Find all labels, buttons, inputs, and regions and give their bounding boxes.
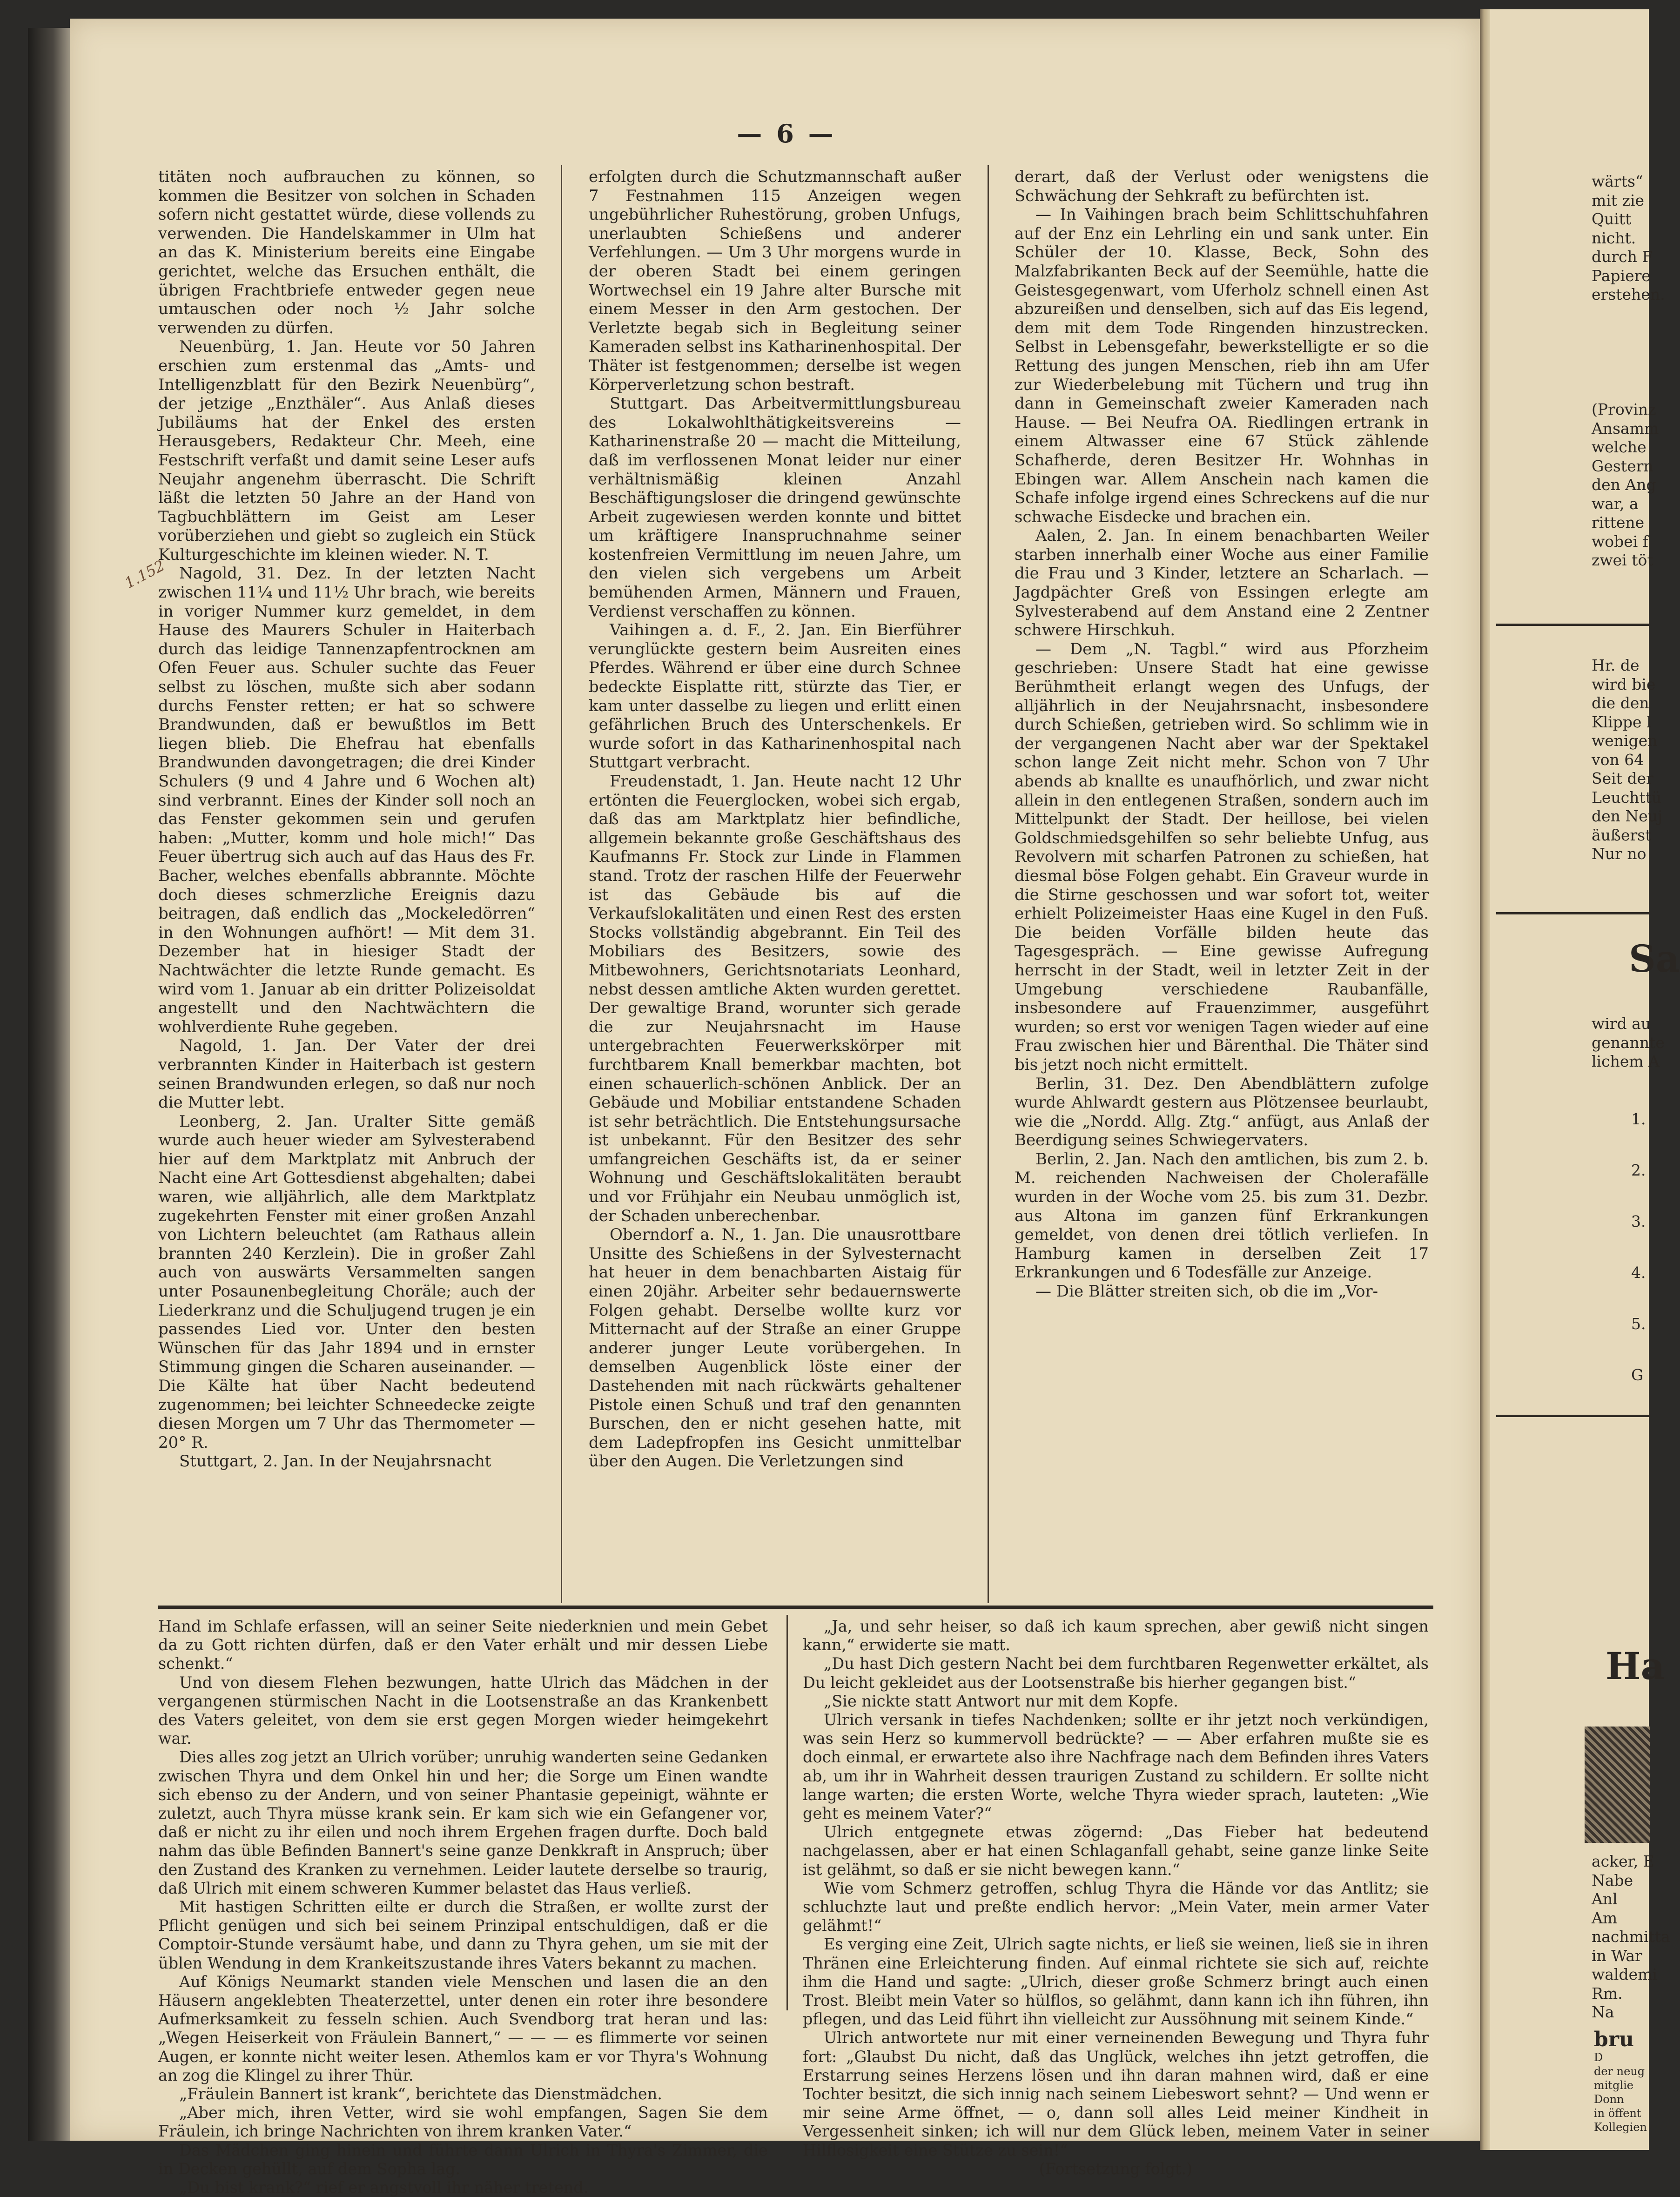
fragment: in öffent [1594, 2107, 1641, 2120]
handwritten-margin-note: 1.152 [121, 556, 168, 592]
fragment: mitglie [1594, 2079, 1633, 2092]
story-paragraph: Es verging eine Zeit, Ulrich sagte nichts, er ließ sie weinen, ließ sie in ihren Thränen eine Erleichterung finden. Auf einmal richtete sie sich auf, reichte ihm die Hand und sagte: „Ulrich, dieser große Schmerz bringt auch einen Trost. Bleibt mein Vater so hülflos, so gelähmt, dann kann ich ihn führen, ihn pflegen, und das Leid führt ihn vielleicht zur Aussöhnung mit seinem Kinde.“ [803, 1935, 1429, 2029]
fragment: acker, E [1592, 1852, 1654, 1870]
article-paragraph: derart, daß der Verlust oder wenigstens die Schwächung der Sehkraft zu befürchten ist. [1015, 168, 1429, 205]
article-paragraph: Berlin, 31. Dez. Den Abendblättern zufolge wurde Ahlwardt gestern aus Plötzensee beurlaubt, wie die „Nordd. Allg. Ztg.“ anfügt, aus Anlaß der Beerdigung seines Schwiegervaters. [1015, 1074, 1429, 1150]
article-paragraph: Aalen, 2. Jan. In einem benachbarten Weiler starben innerhalb einer Woche aus einer Familie die Frau und 3 Kinder, letztere an Scharlach. — Jagdpächter Greß von Essingen erlegte am Sylvesterabend auf dem Anstand eine 2 Zentner schwere Hirschkuh. [1015, 526, 1429, 640]
fragment: Hr. de [1592, 656, 1640, 674]
fragment: Nabe [1592, 1871, 1633, 1889]
column-rule-1 [561, 165, 562, 1603]
article-paragraph: Freudenstadt, 1. Jan. Heute nacht 12 Uhr ertönten die Feuerglocken, wobei sich ergab, daß das am Marktplatz hier befindliche, allgemein bekannte große Geschäftshaus des Kaufmanns Fr. Stock zur Linde in Flammen stand. Trotz der raschen Hilfe der Feuerwehr ist das Gebäude bis auf die Verkaufslokalitäten und einen Rest des ersten Stocks vollständig abgebrannt. Ein Teil des Mobiliars des Besitzers, sowie des Mitbewohners, Gerichtsnotariats Leonhard, nebst dessen amtliche Akten wurden gerettet. Der gewaltige Brand, worunter sich gerade die zur Neujahrsnacht im Hause untergebrachten Feuerwerkskörper mit furchtbarem Knall bemerkbar machten, bot einen schauerlich-schönen Anblick. Der an Gebäude und Mobiliar entstandene Schaden ist sehr beträchtlich. Die Entstehungsursache ist unbekannt. Für den Besitzer des sehr umfangreichen Geschäfts ist, da er seiner Wohnung und Geschäftslokalitäten beraubt und vor Frühjahr ein Neubau unmöglich ist, der Schaden unberechenbar. [589, 772, 961, 1225]
fragment: zwei töt [1592, 551, 1653, 569]
book-spine [1480, 9, 1490, 2150]
article-paragraph: Nagold, 31. Dez. In der letzten Nacht zwischen 11¼ und 11½ Uhr brach, wie bereits in voriger Nummer kurz gemeldet, in dem Hause des Maurers Schuler in Haiterbach durch das leidige Tannenzapfentrocknen am Ofen Feuer aus. Schuler suchte das Feuer selbst zu löschen, mußte sich aber sodann durchs Fenster retten; er hat so schwere Brandwunden, daß er bewußtlos im Bett liegen blieb. Die Ehefrau hat ebenfalls Brandwunden davongetragen; die drei Kinder Schulers (9 und 4 Jahre und 6 Wochen alt) sind verbrannt. Eines der Kinder soll noch an das Fenster gekommen sein und gerufen haben: „Mutter, komm und hole mich!“ Das Feuer übertrug sich auch auf das Haus des Fr. Bacher, welches ebenfalls abbrannte. Möchte doch dieses schmerzliche Ereignis dazu beitragen, daß endlich das „Mockeledörren“ in den Wohnungen aufhört! — Mit dem 31. Dezember hat in hiesiger Stadt der Nachtwächter die letzte Runde gemacht. Es wird vom 1. Januar ab ein dritter Polizeisoldat angestellt und den Nachtwächtern die wohlverdiente Ruhe gegeben. [158, 564, 535, 1036]
article-paragraph: erfolgten durch die Schutzmannschaft außer 7 Festnahmen 115 Anzeigen wegen ungebührlicher Ruhestörung, groben Unfugs, unerlaubten Schießens und anderer Verfehlungen. — Um 3 Uhr morgens wurde in der oberen Stadt bei einem geringen Wortwechsel ein 19 Jahre alter Bursche mit einem Messer in den Arm gestochen. Der Verletzte begab sich in Begleitung seiner Kameraden selbst ins Katharinenhospital. Der Thäter ist festgenommen; derselbe ist wegen Körperverletzung schon bestraft. [589, 168, 961, 394]
fragment: Leuchttü [1592, 788, 1662, 806]
fragment: wobei f [1592, 532, 1649, 551]
fragment: Anl [1592, 1890, 1618, 1908]
fragment: wenigen [1592, 732, 1658, 750]
fragment: bru [1594, 2028, 1634, 2051]
fragment: waldemi [1592, 1965, 1657, 1983]
next-page-rule [1496, 624, 1650, 626]
fragment: wärts“ [1592, 172, 1643, 190]
feuilleton-column-left [158, 1617, 768, 2197]
fragment: wird bie [1592, 675, 1656, 693]
article-paragraph: Stuttgart. Das Arbeitvermittlungsbureau des Lokalwohlthätigkeitsvereins — Katharinenstraße 20 — macht die Mitteilung, daß im verflossenen Monat leider nur einer verhältnismäßig kleinen Anzahl Beschäftigungsloser die dringend gewünschte Arbeit zugewiesen werden konnte und bittet um kräftigere Inanspruchnahme seiner kostenfreien Vermittlung im neuen Jahre, um den vielen sich vergebens um Arbeit bemühenden Armen, Männern und Frauen, Verdienst verschaffen zu können. [589, 394, 961, 621]
news-column-1 [158, 168, 535, 1471]
feuilleton-column-rule [786, 1615, 788, 2010]
article-paragraph: Neuenbürg, 1. Jan. Heute vor 50 Jahren erschien zum erstenmal das „Amts- und Intelligenzblatt für den Bezirk Neuenbürg“, der jetzige „Enzthäler“. Aus Anlaß dieses Jubiläums hat der Enkel des ersten Herausgebers, Redakteur Chr. Meeh, eine Festschrift verfaßt und damit seine Leser aufs Neujahr angenehm überrascht. Die Schrift läßt die letzten 50 Jahre an der Hand von Tagbuchblättern im Geist am Leser vorüberziehen und giebt so zugleich ein Stück Kulturgeschichte im kleinen wieder. N. T. [158, 337, 535, 564]
feuilleton-divider [158, 1606, 1433, 1609]
fragment: Kollegien [1594, 2121, 1647, 2134]
fragment: Donn [1594, 2093, 1624, 2106]
next-page-fragment-block-6 [1594, 2029, 1647, 2134]
fragment: mit zie [1592, 191, 1645, 209]
fragment: nachmitta [1592, 1928, 1670, 1946]
fragment: in War [1592, 1946, 1642, 1965]
fragment: erstehen. [1592, 285, 1665, 303]
story-paragraph: Und von diesem Flehen bezwungen, hatte Ulrich das Mädchen in der vergangenen stürmischen Nacht in die Lootsenstraße an das Krankenbett des Vaters geleitet, von dem sie erst gegen Morgen wieder heimgekehrt war. [158, 1673, 768, 1748]
story-paragraph: Hand im Schlafe erfassen, will an seiner Seite niederknien und mein Gebet da zu Gott richten dürfen, daß er den Vater erhält und mir dessen Liebe schenkt.“ [158, 1617, 768, 1673]
story-paragraph: Das Mädchen ging hinein und führte dann Ulrich in Thyra's Zimmer, die in Decken gehüllt, auf dem Sopha lag. [158, 2141, 768, 2178]
fragment: 1. [1631, 1110, 1646, 1128]
next-page-rule [1496, 912, 1650, 914]
article-paragraph: — Dem „N. Tagbl.“ wird aus Pforzheim geschrieben: Unsere Stadt hat eine gewisse Berühmtheit erlangt wegen des Unfugs, der alljährlich in der Neujahrsnacht, insbesondere durch Schießen, getrieben wird. So schlimm wie in der vergangenen Nacht aber war der Spektakel schon lange Zeit nicht mehr. Schon von 7 Uhr abends ab knallte es unaufhörlich, und zwar nicht allein in den entlegenen Straßen, sondern auch im Mittelpunkt der Stadt. Der heillose, bei vielen Goldschmiedsgehilfen so sehr beliebte Unfug, aus Revolvern mit scharfen Patronen zu schießen, hat diesmal böse Folgen gehabt. Ein Graveur wurde in die Stirne geschossen und war sofort tot, weiter erhielt Polizeimeister Haas eine Kugel in den Fuß. Die beiden Vorfälle bilden heute das Tagesgespräch. — Eine gewisse Aufregung herrscht in der Stadt, weil in letzter Zeit in der Umgebung verschiedene Raubanfälle, insbesondere auf Frauenzimmer, ausgeführt wurden; so erst vor wenigen Tagen wieder auf eine Frau zwischen hier und Bärenthal. Die Thäter sind bis jetzt noch nicht ermittelt. [1015, 639, 1429, 1074]
story-paragraph: „Fräulein Bannert ist krank“, berichtete das Dienstmädchen. [179, 2085, 662, 2103]
story-paragraph: „Du hast Dich gestern Nacht bei dem furchtbaren Regenwetter erkältet, als Du leicht gekleidet aus der Lootsenstraße bis hierher gegangen bist.“ [803, 1654, 1429, 1692]
next-page-fragment-block-3 [1592, 656, 1662, 864]
article-paragraph: Leonberg, 2. Jan. Uralter Sitte gemäß wurde auch heuer wieder am Sylvesterabend hier auf dem Marktplatz mit Anbruch der Nacht eine Art Gottesdienst abgehalten; dabei waren, wie alljährlich, alle dem Marktplatz zugekehrten Fenster mit einer großen Anzahl von Lichtern beleuchtet (am Rathaus allein brannten 240 Kerzlein). Die in großer Zahl auch von auswärts Versammelten sangen unter Posaunenbegleitung Choräle; auch der Liederkranz und die Schuljugend trugen je ein passendes Lied vor. Unter den besten Wünschen für das Jahr 1894 und in ernster Stimmung gingen die Scharen auseinander. — Die Kälte hat über Nacht bedeutend zugenommen; bei leichter Schneedecke zeigte diesen Morgen um 7 Uhr das Thermometer — 20° R. [158, 1112, 535, 1452]
next-page-ad-heading: Ha [1606, 1644, 1665, 1688]
fragment: war, a [1592, 494, 1639, 513]
fragment: Na [1592, 2003, 1614, 2021]
article-paragraph: Vaihingen a. d. F., 2. Jan. Ein Bierführer verunglückte gestern beim Ausreiten eines Pferdes. Während er über eine durch Schnee bedeckte Eisplatte ritt, stürzte das Tier, er kam unter dasselbe zu liegen und erlitt einen gefährlichen Bruch des Unterschenkels. Er wurde sofort in das Katharinenhospital nach Stuttgart verbracht. [589, 621, 961, 772]
article-paragraph: Nagold, 1. Jan. Der Vater der drei verbrannten Kinder in Haiterbach ist gestern seinen Brandwunden erlegen, so daß nur noch die Mutter lebt. [158, 1036, 535, 1112]
fragment: von 64 [1592, 750, 1644, 769]
fragment: genannte [1592, 1033, 1665, 1052]
fragment: nicht. [1592, 228, 1636, 247]
fragment: welche [1592, 438, 1646, 456]
column-rule-2 [988, 165, 989, 1603]
article-paragraph: Oberndorf a. N., 1. Jan. Die unausrottbare Unsitte des Schießens in der Sylvesternacht hat heuer in dem benachbarten Aistaig für einen 20jähr. Arbeiter sehr bedauernswerte Folgen gehabt. Derselbe wollte kurz vor Mitternacht auf der Straße an einer Gruppe anderer junger Leute vorübergehen. In demselben Augenblick löste einer der Dastehenden mit nach rückwärts gehaltener Pistole einen Schuß und traf den genannten Burschen, den er nicht gesehen hatte, mit dem Ladepfropfen ins Gesicht unmittelbar über den Augen. Die Verletzungen sind [589, 1225, 961, 1471]
next-page-woodcut-image [1585, 1727, 1650, 1843]
next-page-fragment-block-1 [1592, 172, 1665, 304]
fragment: Nur no [1592, 845, 1646, 863]
fragment: der neug [1594, 2065, 1645, 2078]
fragment: den Ang [1592, 476, 1656, 494]
continuation-note: (Fortsetzung folgt.) [1039, 2159, 1193, 2178]
story-paragraph: Ulrich versank in tiefes Nachdenken; sollte er ihr jetzt noch verkündigen, was sein Herz so kummervoll bedrückte? — — Aber erfahren mußte sie es doch einmal, er erwartete also ihre Nachfrage nach dem Befinden ihres Vaters ab, um ihr in Wahrheit dessen traurigen Zustand zu schildern. Er sollte nicht lange warten; die ersten Worte, welche Thyra wieder sprach, lauteten: „Wie geht es meinem Vater?“ [803, 1711, 1429, 1823]
fragment: 2. [1631, 1161, 1646, 1179]
next-page-fragment-block-4 [1592, 1015, 1665, 1071]
story-paragraph: Ulrich antwortete nur mit einer verneinenden Bewegung und Thyra fuhr fort: „Glaubst Du nicht, daß das Unglück, welches ihn jetzt getroffen, die Erstarrung seines Herzens lösen und ihn daran mahnen wird, daß er eine Tochter besitzt, die sich innig nach seinem Liebeswort sehnt? — Und wenn er mir seine Arme öffnet, — o, dann soll alles Leid meiner Kindheit in Vergessenheit sinken; ich will nur dem Glück leben, meinem Vater in seiner Hilflosigkeit eine Stütze zu sein!“ [803, 2029, 1429, 2159]
next-page-fragment-block-2 [1592, 400, 1659, 570]
news-column-3 [1015, 168, 1429, 1301]
fragment: D [1594, 2051, 1603, 2064]
fragment: (Provinz [1592, 400, 1656, 418]
fragment: Klippe l [1592, 712, 1652, 731]
fragment: die den [1592, 694, 1649, 712]
story-paragraph: Dies alles zog jetzt an Ulrich vorüber; unruhig wanderten seine Gedanken zwischen Thyra und dem Onkel hin und her; die Sorge um Einen wandte sich ebenso zu der Andern, und von seiner Phantasie gepeinigt, wähnte er zuletzt, auch Thyra müsse krank sein. Er kam sich wie ein Gefangener vor, daß er nicht zu ihr eilen und noch ihrem Ergehen fragen durfte. Doch bald nahm das üble Befinden Bannert's seine ganze Denkkraft in Anspruch; über den Zustand des Kranken zu vernehmen. Leider lautete derselbe so traurig, daß Ulrich mit einem schweren Kummer belastet das Haus verließ. [158, 1748, 768, 1897]
next-page-fragment-block-5 [1592, 1852, 1670, 2022]
news-column-2 [589, 168, 961, 1471]
next-page-ad-heading: Sa [1629, 937, 1680, 981]
book-binding-left [28, 28, 70, 2141]
article-paragraph: Stuttgart, 2. Jan. In der Neujahrsnacht [179, 1452, 491, 1471]
fragment: den Neuj [1592, 807, 1663, 825]
fragment: Gestern [1592, 457, 1653, 475]
article-paragraph: — Die Blätter streiten sich, ob die im „Vor- [1035, 1282, 1378, 1301]
fragment: Quitt [1592, 210, 1632, 228]
next-page-list [1631, 1094, 1646, 1401]
next-page-rule [1496, 1415, 1650, 1417]
fragment: 3. [1631, 1212, 1646, 1230]
story-paragraph: Mit hastigen Schritten eilte er durch die Straßen, er wollte zurst der Pflicht genügen und sich bei seinem Prinzipal entschuldigen, daß er die Comptoir-Stunde versäumt habe, und dann zu Thyra gehen, um sie mit der üblen Wendung in dem Krankeitszustande ihres Vaters bekannt zu machen. [158, 1898, 768, 1972]
fragment: Ansamm [1592, 419, 1659, 437]
story-paragraph: Ulrich entgegnete etwas zögernd: „Das Fieber hat bedeutend nachgelassen, aber er hat einen Schlaganfall gehabt, seine ganze linke Seite ist gelähmt, so daß er sie nicht bewegen kann.“ [803, 1823, 1429, 1879]
story-paragraph: Wie vom Schmerz getroffen, schlug Thyra die Hände vor das Antlitz; sie schluchzte laut und preßte endlich hervor: „Mein Vater, mein armer Vater gelähmt!“ [803, 1879, 1429, 1935]
fragment: G [1631, 1366, 1644, 1384]
story-paragraph: „Ja, und sehr heiser, so daß ich kaum sprechen, aber gewiß nicht singen kann,“ erwiderte sie matt. [803, 1617, 1429, 1654]
fragment: 5. [1631, 1315, 1646, 1333]
fragment: Rm. [1592, 1984, 1623, 2002]
fragment: lichem A [1592, 1052, 1660, 1070]
page-number: — 6 — [737, 119, 836, 148]
feuilleton-column-right [803, 1617, 1429, 2178]
article-paragraph: — In Vaihingen brach beim Schlittschuhfahren auf der Enz ein Lehrling ein und sank unter. Ein Schüler der 10. Klasse, Beck, Sohn des Malzfabrikanten Beck auf der Seemühle, hatte die Geistesgegenwart, vom Uferholz schnell einen Ast abzureißen und denselben, sich auf das Eis legend, dem mit dem Tode Ringenden hinzustrecken. Selbst in Lebensgefahr, bewerkstelligte er so die Rettung des jungen Menschen, rieb ihn am Ufer zur Wiederbelebung mit Tüchern und trug ihn dann in Gemeinschaft zweier Kameraden nach Hause. — Bei Neufra OA. Riedlingen ertrank in einem Altwasser eine 67 Stück zählende Schafherde, deren Besitzer Hr. Wohnhas in Ebingen war. Allem Anschein nach kamen die Schafe infolge irgend eines Schreckens auf die nur schwache Eisdecke und brachen ein. [1015, 205, 1429, 526]
fragment: durch F [1592, 248, 1653, 266]
fragment: Am [1592, 1908, 1618, 1927]
story-paragraph: „Du bist krank?“ rief er angstvoll ihr näher tretend. [179, 2178, 589, 2197]
fragment: wird au [1592, 1015, 1651, 1033]
fragment: äußerst [1592, 826, 1652, 844]
fragment: Seit der [1592, 769, 1653, 787]
story-paragraph: „Aber mich, ihren Vetter, wird sie wohl empfangen, Sagen Sie dem Fräulein, ich bringe Nachrichten von ihrem kranken Vater.“ [158, 2103, 768, 2141]
fragment: 4. [1631, 1263, 1646, 1282]
article-paragraph: Berlin, 2. Jan. Nach den amtlichen, bis zum 2. b. M. reichenden Nachweisen der Cholerafälle wurden in der Woche vom 25. bis zum 31. Dezbr. aus Altona im ganzen fünf Erkrankungen gemeldet, von denen drei tötlich verliefen. In Hamburg kamen in derselben Zeit 17 Erkrankungen und 6 Todesfälle zur Anzeige. [1015, 1149, 1429, 1282]
story-paragraph: „Sie nickte statt Antwort nur mit dem Kopfe. [824, 1692, 1178, 1710]
article-paragraph: titäten noch aufbrauchen zu können, so kommen die Besitzer von solchen in Schaden sofern nicht gestattet würde, diese vollends zu verwenden. Die Handelskammer in Ulm hat an das K. Ministerium bereits eine Eingabe gerichtet, welche das Ersuchen enthält, die übrigen Frachtbriefe entweder gegen neue umtauschen oder noch ½ Jahr solche verwenden zu dürfen. [158, 168, 535, 337]
fragment: rittene [1592, 513, 1645, 531]
fragment: Papiere [1592, 266, 1651, 285]
story-paragraph: Auf Königs Neumarkt standen viele Menschen und lasen die an den Häusern angeklebten Theaterzettel, unter denen ein roter ihre besondere Aufmerksamkeit zu fesseln schien. Auch Svendborg trat heran und las: „Wegen Heiserkeit von Fräulein Bannert,“ — — — es flimmerte vor seinen Augen, er konnte nicht weiter lesen. Athemlos kam er vor Thyra's Wohnung an zog die Klingel zu ihrer Thür. [158, 1972, 768, 2084]
